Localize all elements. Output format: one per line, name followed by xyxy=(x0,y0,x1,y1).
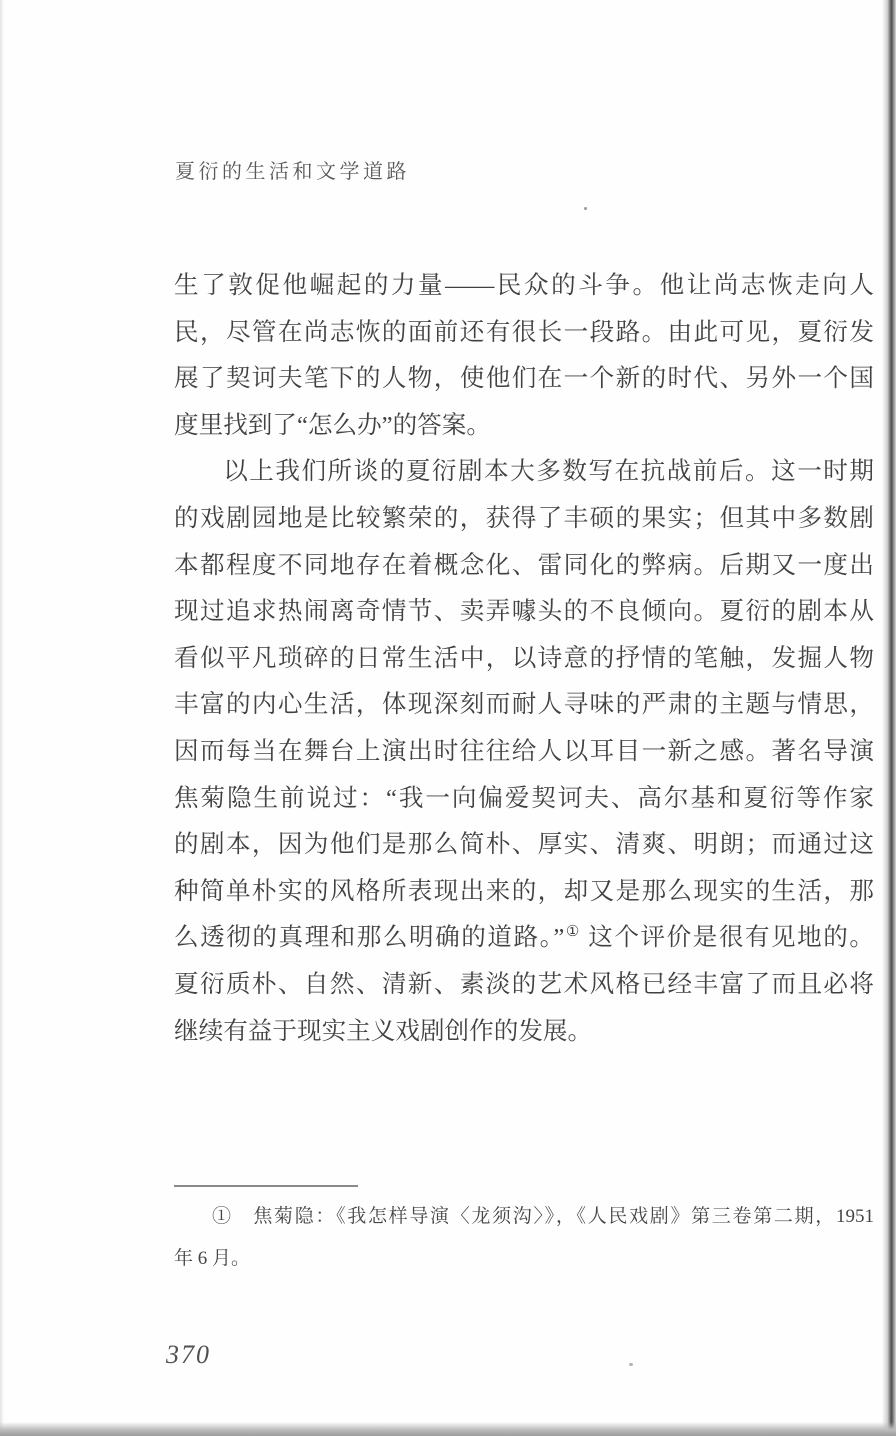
text-line: 生了敦促他崛起的力量——民众的斗争。他让尚志恢走向人 xyxy=(174,272,874,299)
text-line: 展了契诃夫笔下的人物，使他们在一个新的时代、另外一个国 xyxy=(174,365,874,393)
text-line: 因而每当在舞台上演出时往往给人以耳目一新之感。著名导演 xyxy=(174,737,874,765)
scan-edge-right xyxy=(882,0,896,1436)
footnote-block xyxy=(174,1196,874,1280)
footnote-divider xyxy=(174,1185,358,1187)
text-line: 度里找到了“怎么办”的答案。 xyxy=(174,411,491,439)
text-line: 丰富的内心生活，体现深刻而耐人寻味的严肃的主题与情思， xyxy=(174,691,874,719)
text-line: 夏衍质朴、自然、清新、素淡的艺术风格已经丰富了而且必将 xyxy=(174,970,874,998)
text-line: 以上我们所谈的夏衍剧本大多数写在抗战前后。这一时期 xyxy=(223,458,874,486)
text-line: 的剧本，因为他们是那么简朴、厚实、清爽、明朗；而通过这 xyxy=(174,831,874,859)
text-line: 民，尽管在尚志恢的面前还有很长一段路。由此可见，夏衍发 xyxy=(174,318,874,346)
body-text-block xyxy=(174,263,874,1055)
text-line: 本都程度不同地存在着概念化、雷同化的弊病。后期又一度出 xyxy=(174,551,874,579)
text-line: 焦菊隐生前说过：“我一向偏爱契诃夫、高尔基和夏衍等作家 xyxy=(174,784,874,812)
footnote-ref-marker: ① xyxy=(564,924,581,941)
scan-edge-bottom xyxy=(0,1422,896,1436)
footnote-line: 年 6 月。 xyxy=(174,1248,251,1269)
scan-speckle xyxy=(629,1363,633,1366)
text-line: 继续有益于现实主义戏剧创作的发展。 xyxy=(174,1017,593,1045)
footnote-line: ① 焦菊隐：《我怎样导演〈龙须沟〉》，《人民戏剧》第三卷第二期，1951 xyxy=(212,1206,874,1227)
scan-speckle xyxy=(584,207,587,210)
text-line: 现过追求热闹离奇情节、卖弄噱头的不良倾向。夏衍的剧本从 xyxy=(174,598,874,626)
text-line: 看似平凡琐碎的日常生活中，以诗意的抒情的笔触，发掘人物 xyxy=(174,644,874,672)
page-number: 370 xyxy=(166,1340,211,1369)
text-line: 种简单朴实的风格所表现出来的，却又是那么现实的生活，那 xyxy=(174,877,874,905)
text-line: 的戏剧园地是比较繁荣的，获得了丰硕的果实；但其中多数剧 xyxy=(174,504,874,532)
scan-edge-left xyxy=(0,0,4,1436)
running-head: 夏衍的生活和文学道路 xyxy=(175,161,410,183)
text-line: 么透彻的真理和那么明确的道路。”① 这个评价是很有见地的。 xyxy=(174,924,874,952)
